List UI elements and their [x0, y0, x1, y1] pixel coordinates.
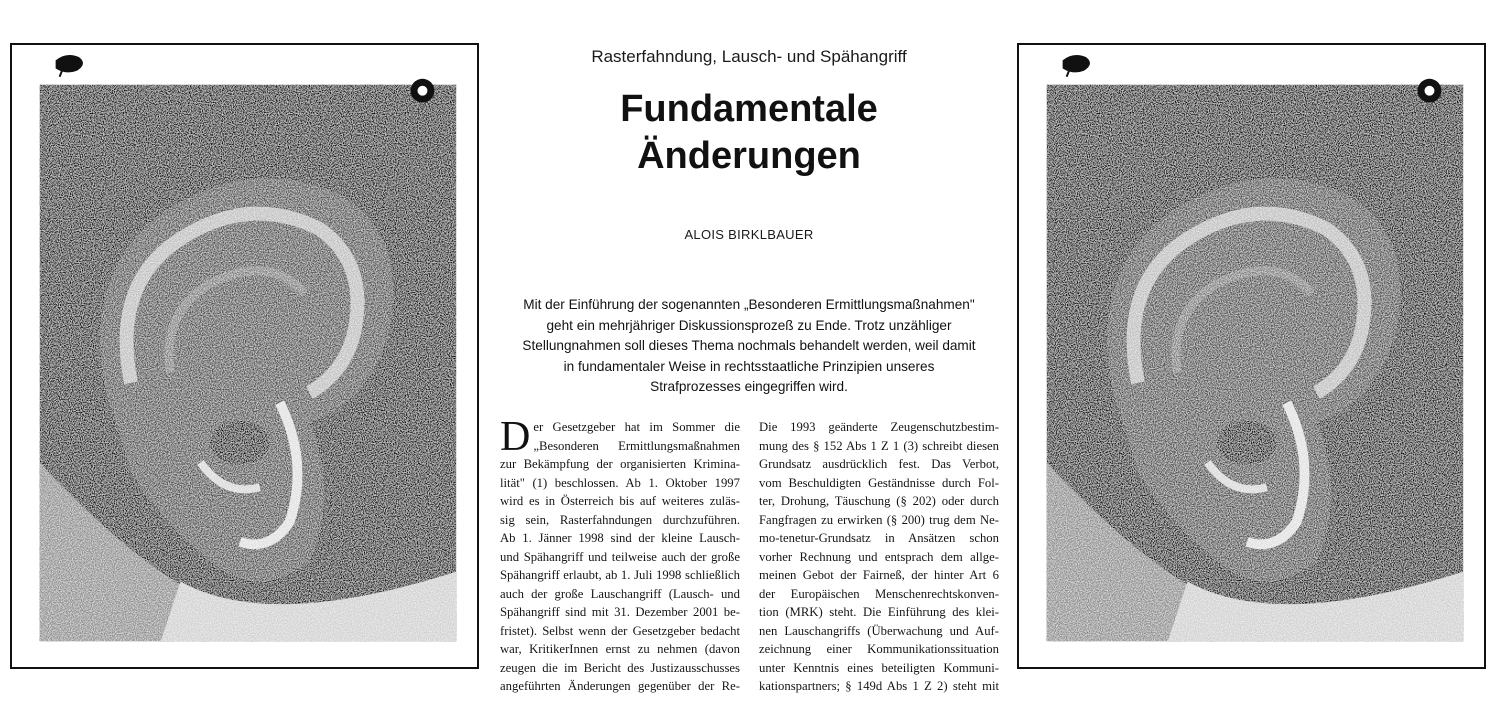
- body-column-right: [759, 418, 999, 696]
- article-author: ALOIS BIRKLBAUER: [684, 227, 814, 242]
- body-line: kationspartners; § 149d Abs 1 Z 2) steht mit: [759, 679, 999, 693]
- lead-line: Mit der Einführung der sogenannten „Besonderen Ermittlungsmaßnahmen": [523, 297, 975, 312]
- body-line: Spähangriff erlaubt, ab 1. Juli 1998 schließlich: [500, 568, 740, 582]
- body-line: er Gesetzgeber hat im Sommer die: [533, 420, 740, 434]
- article-title: [489, 86, 1009, 180]
- ear-photo-left: [10, 43, 479, 669]
- ear-photo-right: [1017, 43, 1486, 669]
- body-line: lität" (1) beschlossen. Ab 1. Oktober 1997: [500, 475, 740, 490]
- body-line: mo-tenetur-Grundsatz in Ansätzen schon: [759, 531, 999, 545]
- body-line: vom Beschuldigten Geständnisse durch Fol-: [759, 475, 999, 490]
- article-page: [489, 0, 1009, 713]
- lead-line: geht ein mehrjähriger Diskussionsprozeß zu Ende. Trotz unzähliger: [546, 317, 952, 333]
- body-line: Die 1993 geänderte Zeugenschutzbestim-: [759, 420, 999, 434]
- ear-illustration-right: [1019, 45, 1484, 667]
- body-line: Grundsatz ausdrücklich fest. Das Verbot,: [759, 457, 999, 471]
- body-line: wird es in Österreich bis auf weiteres zuläs-: [500, 494, 740, 508]
- body-line: nen Lauschangriffs (Überwachung und Auf-: [759, 623, 999, 638]
- lead-line: Strafprozesses eingegriffen wird.: [650, 379, 848, 395]
- body-line: mung des § 152 Abs 1 Z 1 (3) schreibt diesen: [759, 438, 999, 453]
- body-line: war, KritikerInnen ernst zu nehmen (davon: [500, 642, 740, 656]
- body-line: angeführten Änderungen gegenüber der Re-: [500, 679, 740, 693]
- body-line: tion (MRK) steht. Die Einführung des klei-: [759, 605, 999, 619]
- body-line: „Besonderen Ermittlungsmaßnahmen: [533, 438, 740, 453]
- body-line: vorher Rechnung und entsprach dem allge-: [759, 549, 999, 564]
- article-lead: [489, 295, 1009, 398]
- body-line: und Spähangriff und teilweise auch der große: [500, 549, 740, 564]
- body-line: der Europäischen Menschenrechtskonven-: [759, 586, 999, 601]
- ear-illustration-left: [12, 45, 477, 667]
- body-line: meinen Gebot der Fairneß, der hinter Art 6: [759, 568, 999, 582]
- article-kicker: Rasterfahndung, Lausch- und Spähangriff: [591, 47, 907, 66]
- body-line: Fangfragen zu erwirken (§ 200) trug dem Ne-: [759, 512, 999, 527]
- drop-cap: D: [500, 414, 531, 460]
- body-column-left: [500, 414, 740, 696]
- body-line: zeichnung einer Kommunikationssituation: [759, 642, 999, 656]
- lead-line: Stellungnahmen soll dieses Thema nochmals behandelt werden, weil damit: [522, 338, 976, 354]
- body-line: auch der große Lauschangriff (Lausch- und: [500, 586, 740, 601]
- body-line: unter Kenntnis eines beteiligten Kommuni-: [759, 660, 999, 675]
- body-line: zur Bekämpfung der organisierten Krimina-: [500, 457, 740, 471]
- body-line: ter, Drohung, Täuschung (§ 202) oder durch: [759, 494, 999, 508]
- body-line: sig sein, Rasterfahndungen durchzuführen.: [500, 512, 740, 527]
- body-line: zeugen die im Bericht des Justizausschusses: [500, 660, 740, 675]
- body-line: Ab 1. Jänner 1998 sind der kleine Lausch-: [500, 531, 740, 545]
- article-title-line-1: Fundamentale: [620, 88, 878, 130]
- body-line: fristet). Selbst wenn der Gesetzgeber bedacht: [500, 623, 740, 638]
- body-line: Spähangriff sind mit 31. Dezember 2001 be-: [500, 605, 740, 619]
- lead-line: in fundamentaler Weise in rechtsstaatliche Prinzipien unseres: [563, 358, 935, 374]
- article-title-line-2: Änderungen: [637, 135, 861, 177]
